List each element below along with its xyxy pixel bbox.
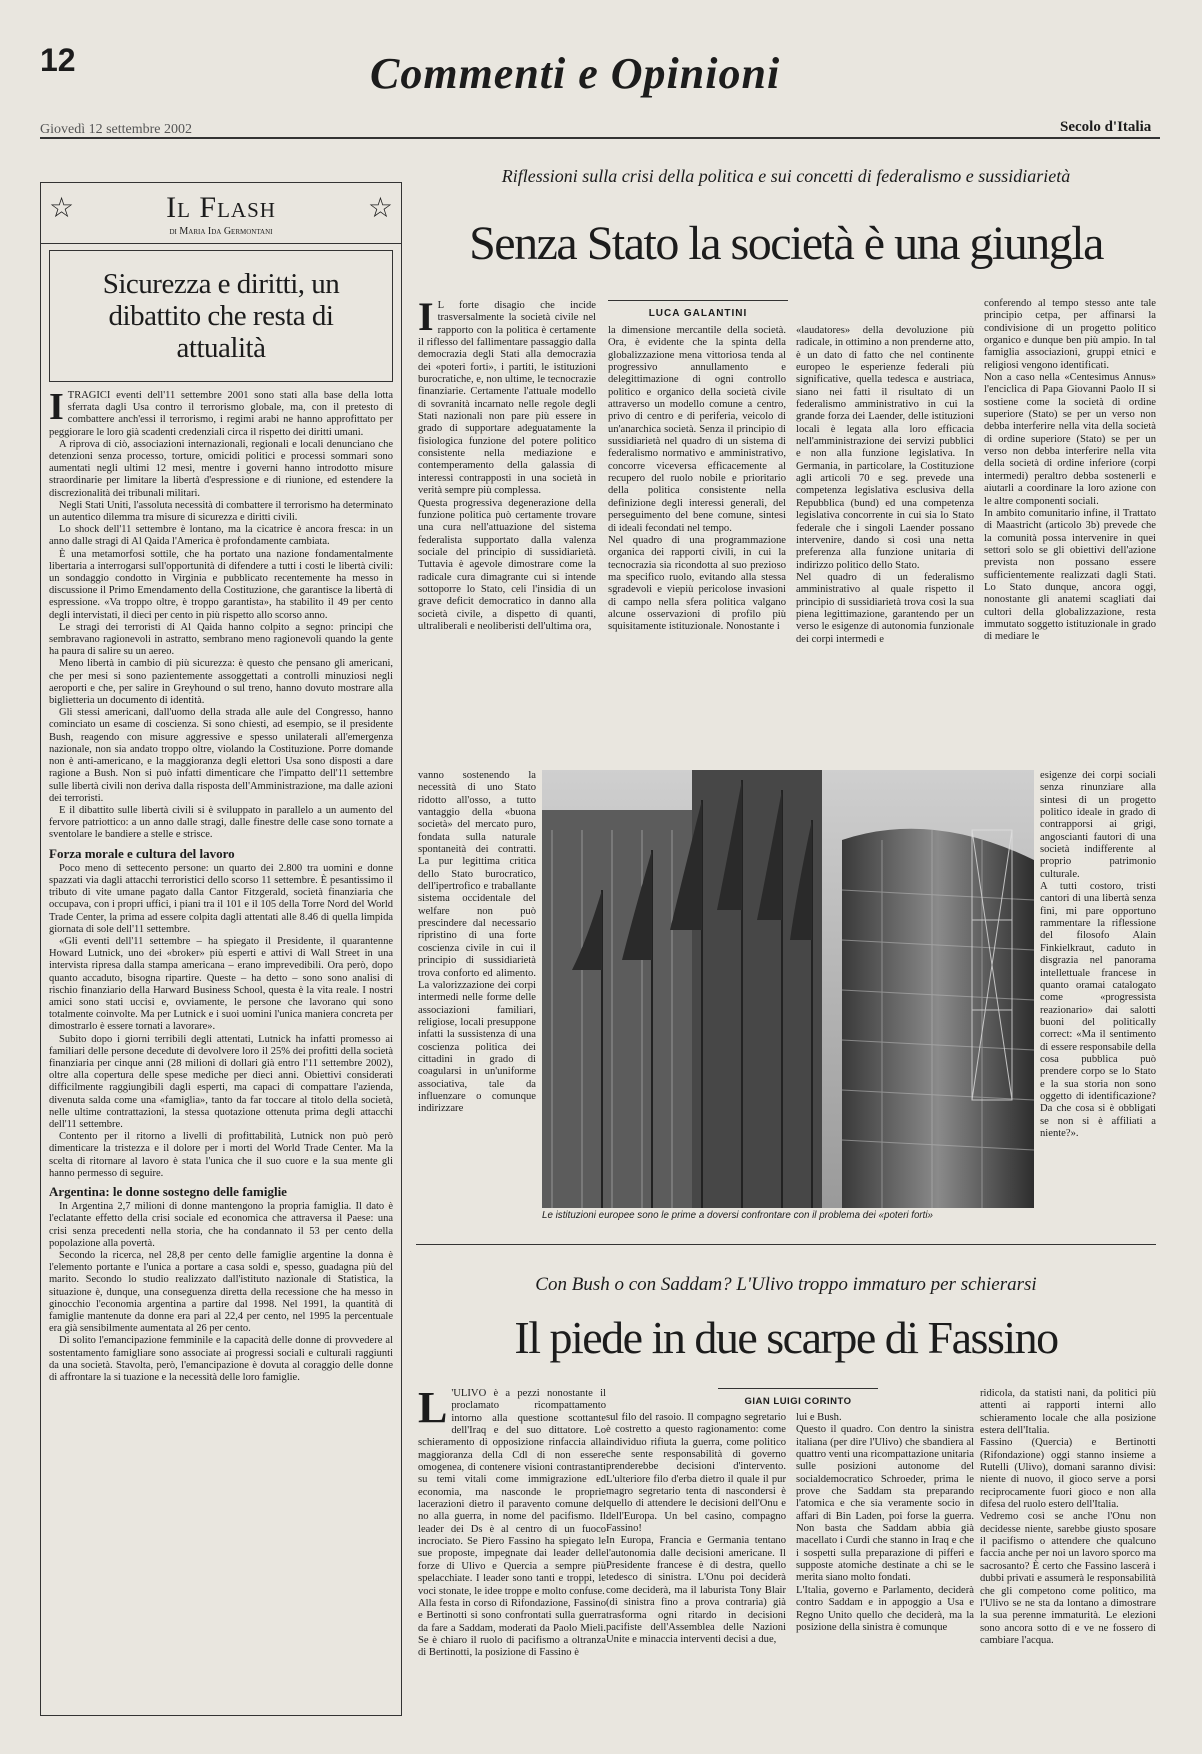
flash-body [41, 382, 401, 1384]
flash-column [40, 182, 402, 1716]
second-author-name: GIAN LUIGI CORINTO [744, 1396, 852, 1407]
main-col4-wrap-text: esigenze dei corpi sociali senza rinunziare alla sintesi di un progetto politico ideale in grado di contrapporsi ai grigi, angoscianti fautori di una società indifferente al proprio patrimonio culturale. A tutti costoro, tristi cantori di una libertà senza fini, mi pare opportuno rammentare la riflessione del filosofo Alain Finkielkraut, caduto in disgrazia nel panorama intellettuale francese in quanto oramai catalogato come «progressista reazionario» dai salotti buoni del politically correct: «Ma il sentimento di essere responsabile della cosa pubblica può prendere corpo se lo Stato e la sua storia non sono oggetto di identificazione? Da che cosa si è obbligati se non si è affiliati a niente?». [1040, 770, 1156, 1139]
flash-paragraph: Secondo la ricerca, nel 28,8 per cento delle famiglie argentine la donna è l'elemento portante e l'unica a portare a casa soldi e, spesso, guadagna più del marito. Secondo lo studio realizzato dall'istituto nazionale di Statistica, la situazione è, dunque, una conseguenza diretta della recessione che ha messo in ginocchio l'economia argentina a partire dal 1998. Nel 1991, la quantità di famiglie mantenute da donne era pari al 22,4 per cento, nel 1995 la percentuale era già sensibilmente aumentata al 26 per cento. [49, 1250, 393, 1335]
flash-paragraph: Le stragi dei terroristi di Al Qaida hanno colpito a segno: principi che sembravano ragionevoli in astratto, sembrano meno ragionevoli quando la gente ha paura di salire su un aereo. [49, 621, 393, 658]
second-col2-text: sul filo del rasoio. Il compagno segretario è costretto a questo ragionamento: come individuo rifiuta la guerra, come politico che sente responsabilità di governo prenderebbe decisioni d'intervento. L'ulteriore filo d'erba dietro il quale il pur magro segretario tenta di nascondersi è quello di attendere le decisioni dell'Onu e dell'Europa. Un bel casino, compagno Fassino! In Europa, Francia e Germania tentano l'autonomia dalle decisioni americane. Il Presidente francese è di destra, quello tedesco di sinistra. L'Onu poi deciderà come deciderà, ma il laburista Tony Blair (di sinistra fino a prova contraria) già trasforma ogni ritardo in decisioni pacifiste dell'Assemblea delle Nazioni Unite e minaccia interventi decisi a due, [606, 1412, 786, 1646]
main-drop-cap: I [418, 300, 434, 339]
star-icon: ☆ [49, 193, 75, 224]
second-col3-text: lui e Bush. Questo il quadro. Con dentro la sinistra italiana (per dire l'Ulivo) che sbandiera al quattro venti una ricompattazione unitaria sulle posizioni autonome del socialdemocratico Schroeder, prima le prove che Saddam sta preparando l'atomica e che sia veramente socio in affari di Bin Laden, poi forse la guerra. Non basta che Saddam abbia già macellato i Curdi che stanno in Iraq e che i sospetti sulla preparazione di pifferi e supposte atomiche destinate a chi se le merita siano molto fondati. L'Italia, governo e Parlamento, deciderà contro Saddam e in appoggio a Usa e Regno Unito quello che deciderà, ma la posizione della sinistra è comunque [796, 1412, 974, 1633]
page-number: 12 [40, 42, 76, 78]
main-col2-text: la dimensione mercantile della società. Ora, è evidente che la spinta della globalizzazione mena vittoriosa tenda al progressivo annullamento e delegittimazione di ogni controllo politico e organico della società civile attraverso un modello comune a centro, privo di centro e di periferia, veicolo di un'anarchica società. Senza il principio di sussidiarietà nel quadro di un sistema di federalismo normativo e amministrativo, concorre viceversa efficacemente al recupero del ruolo nobile e prioritario della politica consistente nella definizione degli interessi generali, del perseguimento del bene comune, sintesi di ideali fecondati nel tempo. Nel quadro di una programmazione organica dei rapporti civili, in cui la tecnocrazia sia ricondotta al suo prezioso ma specifico ruolo, evitando alla stessa sgradevoli e viepiù pericolose invasioni di campo nella sfera politica valgano alcune osservazioni di profilo più squisitamente istituzionale. Nonostante i [608, 325, 786, 633]
flash-paragraph: Subito dopo i giorni terribili degli attentati, Lutnick ha infatti promesso ai familiari delle persone decedute di devolvere loro il 25% dei profitti della società finanziaria per cinque anni (28 milioni di dollari già entro l'11 settembre 2002), oltre alla copertura delle spese mediche per dieci anni. Obiettivi considerati difficilmente raggiungibili dagli esperti, ma capaci di compattare l'azienda, divenuta salda come una «famiglia», tanto da far toccare al titolo della società, nelle ultime contrattazioni, la stessa quotazione ottenuta prima degli attacchi dell'11 settembre. [49, 1033, 393, 1130]
main-kicker: Riflessioni sulla crisi della politica e sui concetti di federalismo e sussidiarietà [501, 166, 1071, 186]
flash-subhead: Forza morale e cultura del lavoro [49, 845, 235, 861]
main-col1-wrap-text: vanno sostenendo la necessità di uno Stato ridotto all'osso, a tutto vantaggio della «buona società» del mercato puro, fondata sulla naturale spontaneità dei contratti. La pur legittima critica dello Stato burocratico, dell'ipertrofico e traballante sistema occidentale del welfare non può prescindere dal necessario ripristino di una forte coscienza civile in cui il principio di sussidiarietà trova conforto ed alimento. La valorizzazione dei corpi intermedi nelle forme delle associazioni familiari, religiose, locali presuppone infatti la sussistenza di una coscienza politica dei cittadini in grado di coagularsi in un'uniforme associativa, tale da influenzare o comunque indirizzare [418, 770, 536, 1115]
main-column-2 [608, 325, 786, 765]
masthead-rule [40, 137, 1160, 139]
flash-paragraph: TRAGICI eventi dell'11 settembre 2001 sono stati alla base della lotta sferrata dagli Usa contro il terrorismo globale, ma, con il pretesto di combattere anch'essi il terrorismo, i regimi arabi ne hanno approfittato per peggiorare le loro già scadenti credenziali circa il rispetto dei diritti umani. [49, 390, 393, 438]
second-kicker: Con Bush o con Saddam? L'Ulivo troppo immaturo per schierarsi [535, 1274, 1037, 1295]
section-title-text: Commenti e Opinioni [370, 49, 781, 98]
main-author-name: LUCA GALANTINI [648, 308, 748, 319]
photo-caption: Le istituzioni europee sono le prime a doversi confrontare con il problema dei «poteri forti» [542, 1210, 934, 1221]
flash-header [41, 183, 401, 244]
second-column-4 [980, 1388, 1156, 1716]
flash-paragraph: Poco meno di settecento persone: un quarto dei 2.800 tra uomini e donne spazzati via dagli attacchi terroristici dello scorso 11 settembre. È pesantissimo il tributo di vite umane pagato dalla Cantor Fitzgerald, società finanziaria che occupava, con i propri uffici, i piani tra il 101 e il 105 della Torre Nord del World Trade Center, la prima ad essere colpita dagli attentati alle 8.46 di quella limpida giornata di sole dell'11 settembre. [49, 862, 393, 935]
photo-illustration [542, 770, 1034, 1208]
second-drop-cap: L [418, 1388, 448, 1432]
main-photo [542, 770, 1034, 1208]
second-headline: Il piede in due scarpe di Fassino [514, 1312, 1058, 1363]
flash-paragraph: In Argentina 2,7 milioni di donne mantengono la propria famiglia. Il dato è l'eclatante effetto della crisi sociale ed economica che attraversa il Paese: una crisi senza precedenti nella storia, che ha condannato il 53 per cento della popolazione alla povertà. [49, 1201, 393, 1249]
flash-drop-cap: I [49, 386, 64, 428]
flash-headline: Sicurezza e diritti, un dibattito che resta di attualità [102, 268, 340, 364]
main-headline: Senza Stato la società è una giungla [469, 217, 1103, 270]
flash-paragraph: È una metamorfosi sottile, che ha portato una nazione fondamentalmente libertaria a interrogarsi sull'opportunità di difendere a tutti i costi le libertà civili: un sondaggio condotto in Virginia e pubblicato recentemente ha messo in discussione il Primo Emendamento della Costituzione, che garantisce la libertà di espressione. «Va troppo oltre, è troppo garantista», ha stabilito il 49 per cento degli intervistati, il dieci per cento in più rispetto allo scorso anno. [49, 548, 393, 621]
second-column-1 [418, 1388, 606, 1716]
article-divider [416, 1244, 1156, 1245]
main-col4-text: conferendo al tempo stesso ante tale principio cetpa, per affinarsi la condivisione di un progetto politico organico e dunque ben più ampio. In tal famiglia associazioni, gruppi etnici e religiosi vengono identificati. Non a caso nella «Centesimus Annus» l'enciclica di Papa Giovanni Paolo II si sostiene come la società di ordine superiore (Stato) se per un verso non debba interferire nella vita della società di ordine superiore (Stato) se per un verso non debba interferire nella vita della società di ordine inferiore (corpi intermedi) peraltro debba sostenerli e aiutarli a coordinare la loro azione con le altre componenti sociali. In ambito comunitario infine, il Trattato di Maastricht (articolo 3b) prevede che la comunità possa intervenire in quei settori solo se gli obiettivi dell'azione prevista non possano essere sufficientemente realizzati dagli Stati. Lo Stato dunque, ancora oggi, nonostante gli anatemi scagliati dai cultori della globalizzazione, resta immutato soggetto istituzionale in grado di mediare le [984, 298, 1156, 643]
second-col4-text: ridicola, da statisti nani, da politici più attenti ai rapporti interni allo schieramento locale che alla posizione estera dell'Italia. Fassino (Quercia) e Bertinotti (Rifondazione) oggi stanno insieme a Rutelli (Ulivo), domani saranno divisi: niente di nuovo, il gioco serve a porsi reciprocamente fuori gioco e non alla difesa del ruolo estero dell'Italia. Vedremo così se anche l'Onu non decidesse niente, sarebbe giusto sposare il pacifismo o attendere che qualcuno faccia anche per noi un lavoro sporco ma sacrosanto? È certo che Fassino lascerà i dubbi privati e assumerà le responsabilità che gli competono come politico, ma l'Ulivo se ne sta da lontano a dimostrare la sua perenne immaturità. Le elezioni sono ancora sotto di e ve ne fossero di cambiare l'acqua. [980, 1388, 1156, 1646]
main-col3-text: «laudatores» della devoluzione più radicale, in ottimino a non prenderne atto, è un dato di fatto che nel continente europeo le esperienze federali più significative, quella tedesca e austriaca, siano nei fatti il risultato di un federalismo amministrativo in cui la grande forza dei Laender, delle istituzioni locali è legata alla loro efficacia nell'amministrazione dei servizi pubblici e non alla funzione legislativa. In Germania, in particolare, la Costituzione agli articoli 70 e seg. prevede una competenza legislativa esclusiva della Repubblica (bund) ed una competenza legislativa concorrente in cui sia lo Stato federale che i singoli Laender possano intervenire, dando sì così una netta preferenza alla funzione unitaria di indirizzo politico dello Stato. Nel quadro di un federalismo amministrativo al quale rispetto il principio di sussidiarietà trova così la sua piena legittimazione, garantendo per un verso le esigenze di autonomia funzionale dei corpi intermedi e [796, 325, 974, 645]
flash-subhead: Argentina: le donne sostegno delle famiglie [49, 1184, 287, 1199]
paper-name: Secolo d'Italia [1060, 119, 1152, 135]
main-author [608, 300, 788, 321]
flash-paragraph: Lo shock dell'11 settembre è lontano, ma la cicatrice è ancora fresca: in un anno dalle stragi di Al Qaida l'America è profondamente cambiata. [49, 524, 393, 548]
flash-paragraph: «Gli eventi dell'11 settembre – ha spiegato il Presidente, il quarantenne Howard Lutnick, uno dei «broker» più esperti e attivi di Wall Street in una intervista ripresa dalla stampa americana – erano imprevedibili. Ora però, dopo quanto accaduto, bisogna ripartire. Queste – ha detto – sono sono analisi di rischio finanziario della Harward Business School, questa è la vita reale. I nostri amici sono stati uccisi e, ovviamente, le persone che lavorano qui sono totalmente coinvolte. Ma per Lutnick e i suoi uomini l'unica maniera concreta per dimostrarlo è essere tornati a lavorare». [49, 935, 393, 1033]
flash-paragraph: E il dibattito sulle libertà civili si è sviluppato in parallelo a un aumento del fervore patriottico: a un anno dalle stragi, dalle finestre delle case sono tornate a sventolare le bandiere a stelle e strisce. [49, 804, 393, 841]
flash-headline-box [49, 250, 393, 382]
main-column-1 [418, 300, 596, 768]
second-author [718, 1388, 878, 1409]
main-column-3 [796, 325, 974, 765]
main-column-4 [984, 298, 1156, 768]
section-title [370, 48, 850, 99]
main-col1-text: L forte disagio che incide trasversalmente la società civile nel rapporto con la politica è certamente il riflesso del fallimentare passaggio dalla democrazia degli Stati alla democrazia dei «poteri forti», i partiti, le istituzioni burocratiche, e, non ultime, le tecnocrazie finanziarie. Certamente l'attuale modello di sovranità incarnato nelle regole degli Stati nazionali non pare più essere in grado di supportare adeguatamente la fisiologica funzione del potere politico consistente nella mediazione e contemperamento della galassia di interessi contrapposti in una società in verità sempre più complessa. Questa progressiva degenerazione della funzione politica può certamente trovare una cura nell'attuazione del sistema federalista supportato dalla valenza sociale del principio di sussidiarietà. Tuttavia è agevole dimostrare come la radicale cura dimagrante cui si intende sottoporre lo Stato, celi l'insidia di un grave deficit democratico in danno alla società civile, a dispetto di quanti, ultraliberali e neoliberisti dell'ultima ora, [418, 300, 596, 632]
flash-paragraph: Contento per il ritorno a livelli di profittabilità, Lutnick non può però dimenticare la tristezza e il dolore per i morti del World Trade Center. Ma la scelta di ritornare al lavoro è stata l'unica che il suo cuore e la sua mente gli hanno permesso di seguire. [49, 1131, 393, 1179]
second-column-2 [606, 1412, 786, 1716]
main-author-rule [608, 300, 788, 301]
star-icon: ☆ [367, 193, 393, 224]
flash-paragraph: Di solito l'emancipazione femminile e la capacità delle donne di provvedere al sostentamento famigliare sono associate ai progressi sociali e culturali raggiunti da una società. Stavolta, però, l'emancipazione è dovuta al coraggio delle donne di affrontare la si tuazione e la necessità delle loro famiglie. [49, 1335, 393, 1384]
flash-paragraph: Negli Stati Uniti, l'assoluta necessità di combattere il terrorismo ha determinato un autentico dilemma tra misure di sicurezza e diritti civili. [49, 499, 394, 524]
flash-paragraph: A riprova di ciò, associazioni internazionali, regionali e locali denunciano che detenzioni senza processo, torture, omicidi politici e processi sommari sono aumentati negli ultimi 12 mesi, mentre i governi hanno introdotto misure straordinarie per limitare la libertà d'espressione e di riunione, ed estendere la discrezionalità dei tribunali militari. [49, 438, 393, 499]
flash-paragraph: Gli stessi americani, dall'uomo della strada alle aule del Congresso, hanno cominciato un esame di coscienza. Si sono chiesti, ad esempio, se il presidente Bush, reagendo con misure aggressive e spesso unilaterali all'emergenza nazionale, non sia andato troppo oltre, violando la Costituzione. Porre domande non è anti-americano, e la maggioranza degli elettori Usa sono disposti a dare ragione a Bush. Non si può infatti dimenticare che l'impatto dell'11 settembre sulle libertà civili non deriva dalla risposta dell'Amministrazione, ma dalle azioni dei terroristi. [49, 707, 393, 804]
flash-byline: di Maria Ida Germontani [169, 226, 273, 237]
second-author-rule [718, 1388, 878, 1389]
main-column-4-wrap [1040, 770, 1156, 1232]
second-column-3 [796, 1412, 974, 1716]
date: Giovedì 12 settembre 2002 [40, 122, 193, 137]
flash-paragraph: Meno libertà in cambio di più sicurezza: è questo che pensano gli americani, che per mesi si sono pazientemente assoggettati a controlli minuziosi negli aeroporti e che, per salire in Greyhound o sul treno, hanno dovuto mostrare alla biglietteria un documento di identità. [49, 658, 393, 707]
flash-title: Il Flash [166, 191, 276, 224]
second-col1-text: 'ULIVO è a pezzi nonostante il proclamato ricompattamento intorno alla questione scottante dell'Iraq e del suo dittatore. Lo schieramento di opposizione rinfaccia alla maggioranza della Cdl di non essere omogenea, di contenere visioni contrastanti su temi vitali come immigrazione ed economia, ma nasconde le proprie lacerazioni dietro il paravento comune del no alla guerra, in nome del pacifismo. Il leader dei Ds è al centro di un fuoco incrociato. Se Piero Fassino ha spiegato le sue proposte, impegnate dai leader delle forze di Ulivo e Quercia a sempre più spelacchiate. I leader sono tanti e troppi, le voci stonate, le idee troppe e molto confuse. Alla festa in corso di Rifondazione, Fassino e Bertinotti si sono confrontati sulla guerra da fare a Saddam, moderati da Paolo Mieli. Se è chiaro il ruolo di pacifismo a oltranza di Bertinotti, la posizione di Fassino è [418, 1388, 606, 1659]
